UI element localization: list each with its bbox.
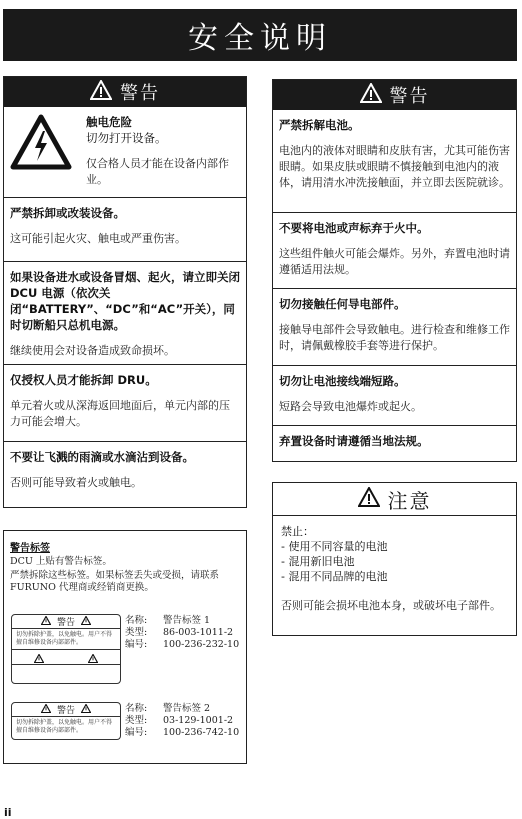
section-body: 电池内的液体对眼睛和皮肤有害，尤其可能伤害眼睛。如果皮肤或眼睛不慎接触到电池内的液体，请用清水冲洗接触面，并立即去医院就诊。 [279, 144, 510, 189]
warning-sticker-2 [11, 702, 121, 740]
warning-header [273, 80, 516, 110]
section-title: 不要让飞溅的雨滴或水滴沾到设备。 [10, 450, 194, 464]
caution-prohibit: 禁止： [281, 525, 314, 538]
labels-title: 警告标签 [10, 543, 50, 554]
sticker-text: 切勿拆除护盖，以免触电。用户不得擅自维修设备内部部件。 [16, 719, 113, 734]
warning-section [273, 365, 516, 425]
label-code: 100-236-232-10 [163, 639, 240, 650]
warning-section [4, 197, 246, 261]
warning-triangle-icon [34, 648, 44, 667]
warning-triangle-icon [81, 704, 91, 716]
warning-section [4, 364, 246, 441]
info-key: 类型: [125, 715, 148, 726]
warning-section [273, 212, 516, 288]
caution-header-label: 注意 [387, 488, 432, 513]
caution-item: - 使用不同容量的电池 [281, 540, 388, 553]
section-title: 切勿接触任何导电部件。 [279, 297, 406, 311]
info-key: 编号: [125, 727, 148, 738]
warning-header-label: 警告 [389, 86, 430, 107]
label-2-info [125, 703, 239, 739]
caution-triangle-icon [358, 487, 380, 512]
warning-section [273, 288, 516, 365]
section-body: 接触导电部件会导致触电。进行检查和维修工作时，请佩戴橡胶手套等进行保护。 [279, 323, 510, 352]
section-body: 短路会导致电池爆炸或起火。 [279, 400, 422, 413]
warning-triangle-icon [81, 616, 91, 628]
caution-item: - 混用新旧电池 [281, 555, 355, 568]
warning-sticker-1 [11, 614, 121, 684]
label-name: 警告标签 2 [163, 703, 211, 714]
warning-triangle-icon [90, 80, 112, 105]
label-code: 100-236-742-10 [163, 727, 240, 738]
caution-box [272, 482, 517, 636]
label-name: 警告标签 1 [163, 615, 211, 626]
label-type: 86-003-1011-2 [163, 627, 234, 638]
info-key: 名称: [125, 615, 148, 626]
warning-section [273, 425, 516, 459]
warning-section [273, 110, 516, 212]
section-body: 继续使用会对设备造成致命损坏。 [10, 344, 175, 357]
warning-triangle-icon [360, 83, 382, 108]
caution-item: - 混用不同品牌的电池 [281, 570, 388, 583]
warning-triangle-icon [88, 648, 98, 667]
sticker-header-label: 警告 [56, 618, 75, 628]
sticker-icon-row [12, 649, 120, 665]
warning-header-label: 警告 [120, 83, 160, 104]
warning-section [4, 441, 246, 507]
label-1-info [125, 615, 239, 651]
shock-section [4, 107, 246, 197]
electric-shock-icon [10, 114, 72, 170]
section-title: 严禁拆解电池。 [279, 118, 360, 132]
right-warning-box [272, 79, 517, 462]
sticker-text: 切勿拆除护盖，以免触电。用户不得擅自维修设备内部部件。 [16, 631, 113, 646]
section-title: 切勿让电池接线端短路。 [279, 374, 406, 388]
section-title: 不要将电池或声标弃于火中。 [279, 221, 429, 235]
shock-subtitle: 切勿打开设备。 [86, 131, 167, 145]
label-type: 03-129-1001-2 [163, 715, 234, 726]
shock-title: 触电危险 [86, 115, 132, 129]
sticker-header [12, 615, 120, 629]
info-key: 编号: [125, 639, 148, 650]
section-title: 弃置设备时请遵循当地法规。 [279, 434, 429, 448]
info-key: 名称: [125, 703, 148, 714]
sticker-header-label: 警告 [56, 706, 75, 716]
section-body: 这些组件触火可能会爆炸。另外，弃置电池时请遵循适用法规。 [279, 247, 510, 276]
warning-header [4, 77, 246, 107]
warning-triangle-icon [41, 616, 51, 628]
page-title: 安全说明 [3, 9, 517, 61]
section-title: 严禁拆卸或改装设备。 [10, 206, 125, 220]
shock-body: 仅合格人员才能在设备内部作业。 [86, 157, 229, 186]
sticker-header [12, 703, 120, 717]
left-warning-box [3, 76, 247, 508]
labels-text-1: DCU 上贴有警告标签。 [10, 556, 112, 567]
warning-section [4, 261, 246, 364]
info-key: 类型: [125, 627, 148, 638]
warning-triangle-icon [41, 704, 51, 716]
caution-note: 否则可能会损坏电池本身，或破坏电子部件。 [281, 599, 501, 612]
labels-text-2: 严禁拆除这些标签。如果标签丢失或受损，请联系 FURUNO 代理商或经销商更换。 [10, 570, 220, 593]
caution-header [273, 483, 516, 516]
page-number: ii [4, 806, 12, 819]
section-title: 如果设备进水或设备冒烟、起火，请立即关闭 DCU 电源（依次关闭“BATTERY”、“DC”和“AC”开关），同时切断船只总机电源。 [10, 270, 240, 332]
section-body: 否则可能导致着火或触电。 [10, 476, 142, 489]
section-body: 单元着火或从深海返回地面后，单元内部的压力可能会增大。 [10, 399, 230, 428]
section-body: 这可能引起火灾、触电或严重伤害。 [10, 232, 186, 245]
section-title: 仅授权人员才能拆卸 DRU。 [10, 373, 157, 387]
